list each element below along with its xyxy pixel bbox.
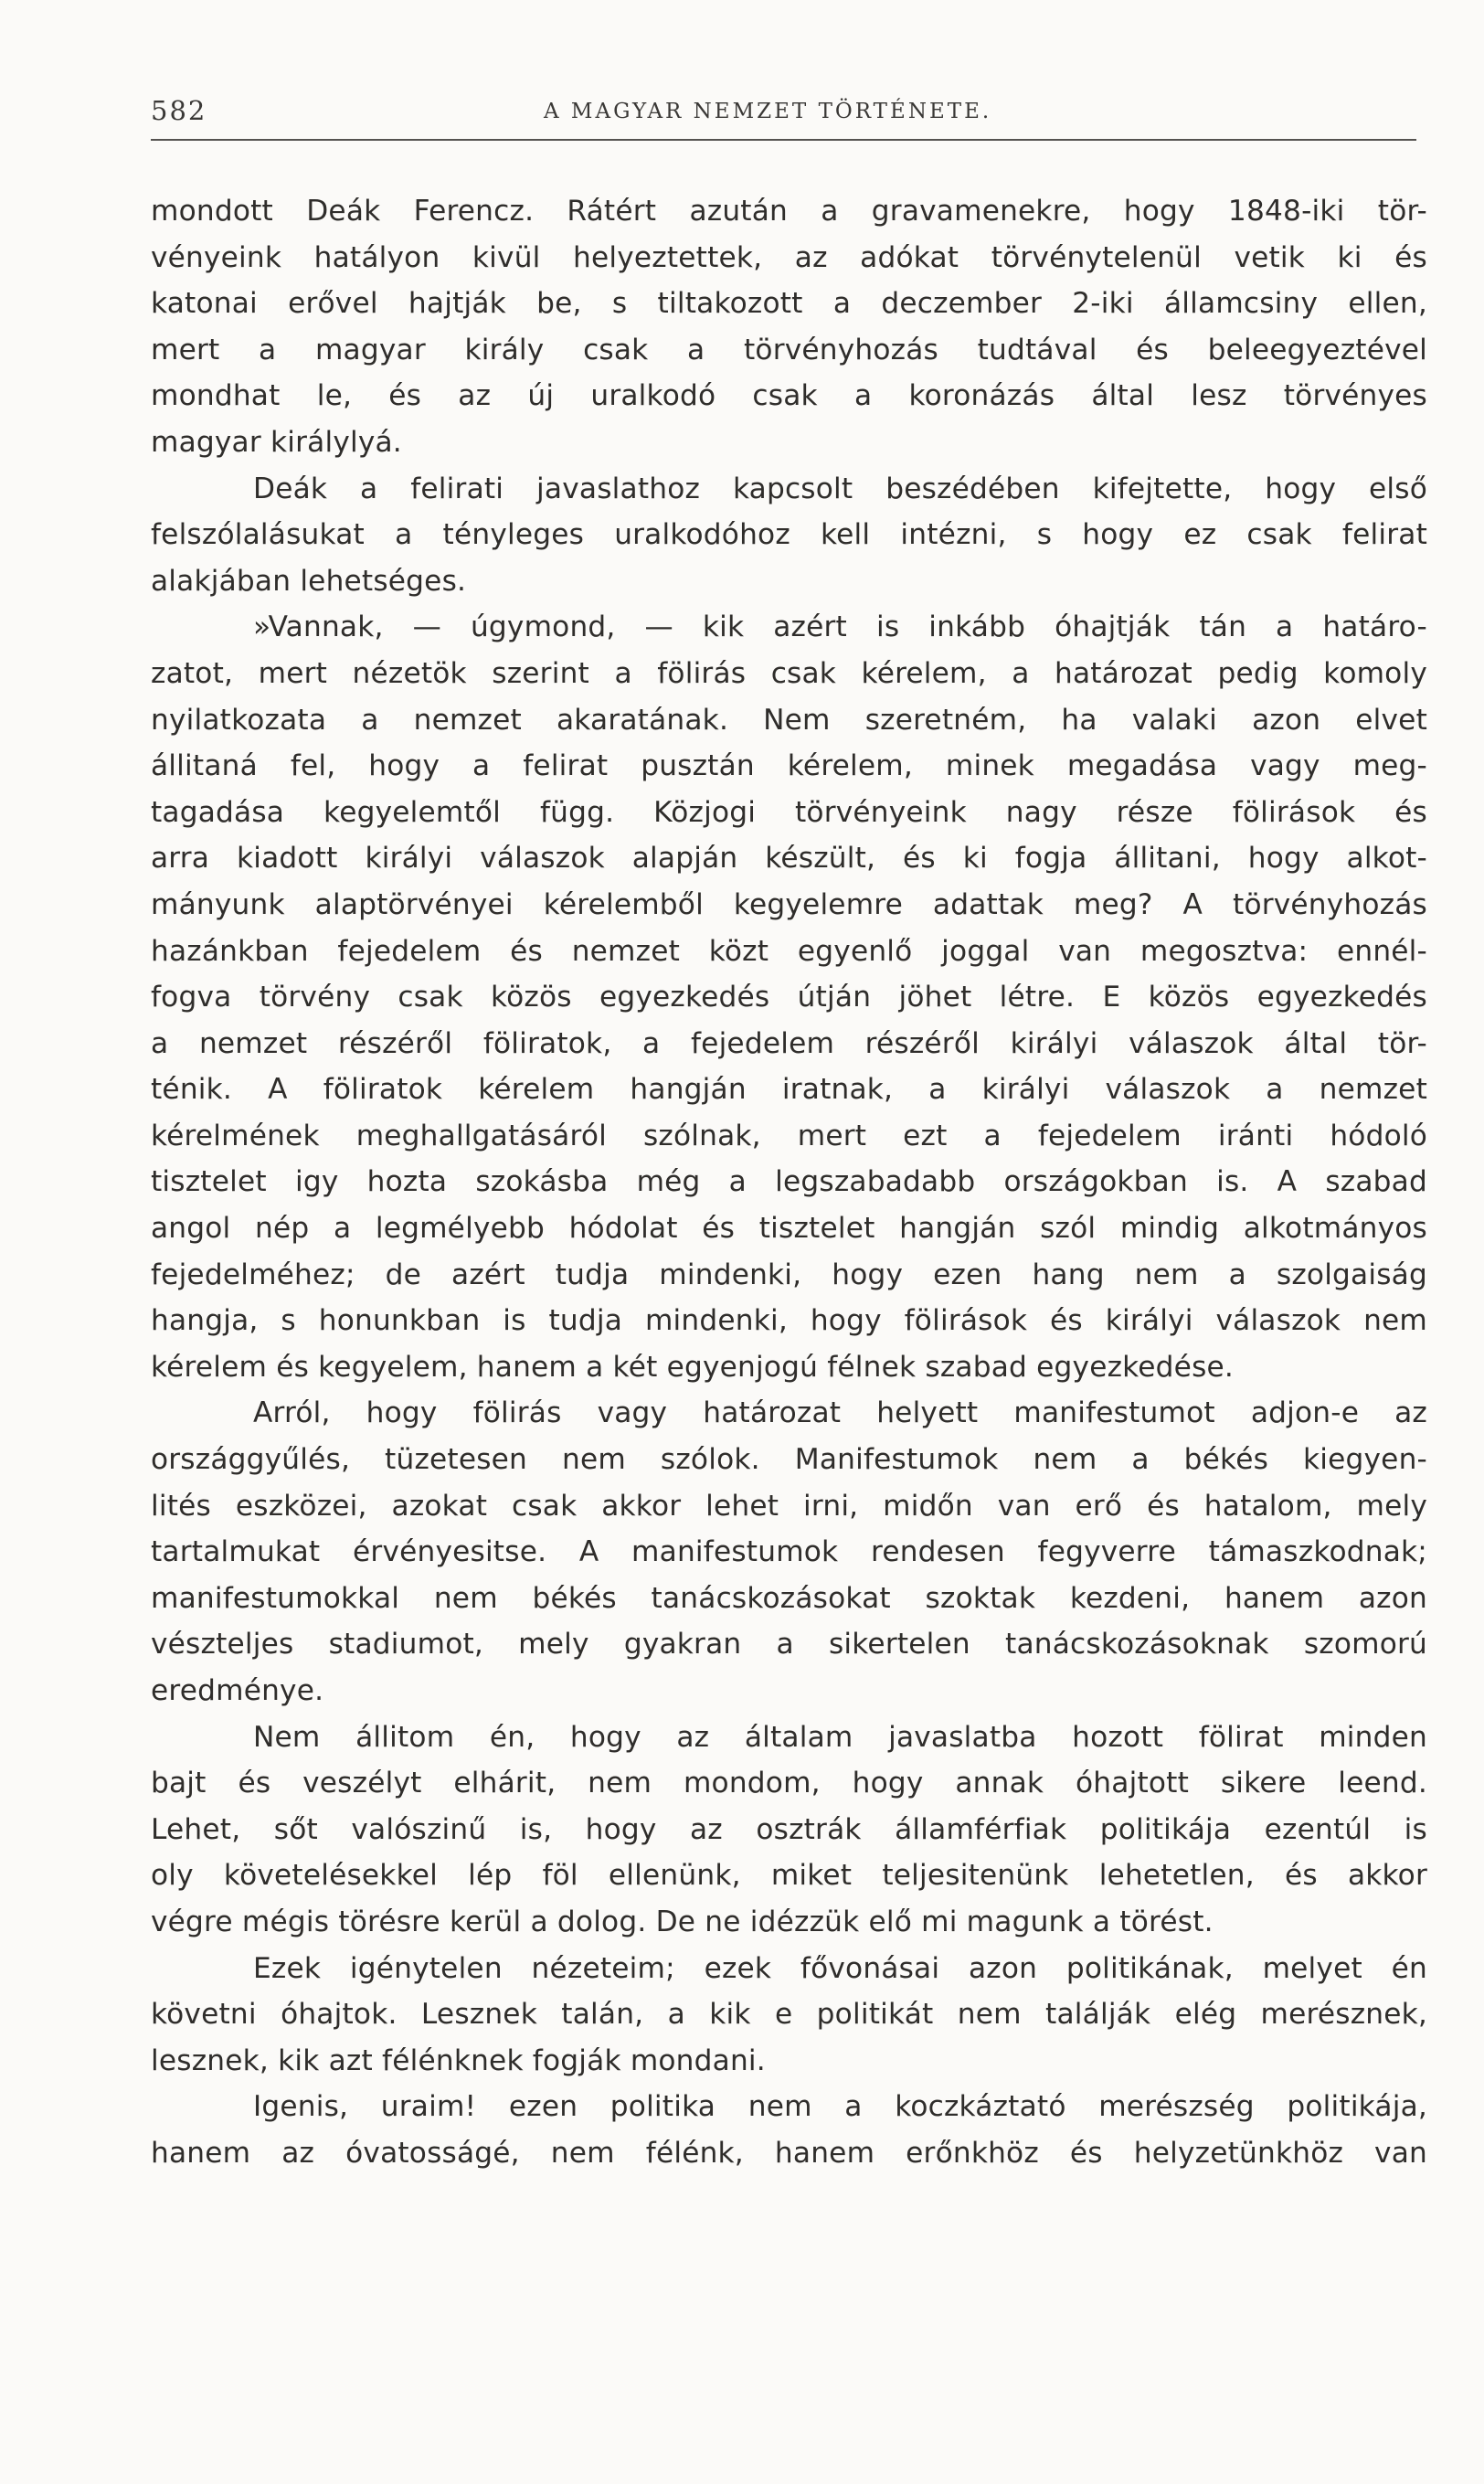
text-line: Igenis, uraim! ezen politika nem a koczkáztató merészség politikája, (253, 2090, 1427, 2124)
text-line: tisztelet igy hozta szokásba még a legszabadabb országokban is. A szabad (151, 1165, 1427, 1199)
text-line: mondott Deák Ferencz. Rátért azután a gravamenekre, hogy 1848-iki tör- (151, 195, 1427, 228)
text-line: kérelmének meghallgatásáról szólnak, mert ezt a fejedelem iránti hódoló (151, 1119, 1427, 1152)
text-line: vészteljes stadiumot, mely gyakran a sikertelen tanácskozásoknak szomorú (151, 1628, 1427, 1661)
text-line: bajt és veszélyt elhárit, nem mondom, hogy annak óhajtott sikere leend. (151, 1767, 1427, 1800)
text-line: kérelem és kegyelem, hanem a két egyenjogú félnek szabad egyezkedése. (151, 1350, 1235, 1384)
text-line: országgyűlés, tüzetesen nem szólok. Manifestumok nem a békés kiegyen- (151, 1443, 1427, 1477)
text-line: katonai erővel hajtják be, s tiltakozott a deczember 2-iki államcsiny ellen, (151, 287, 1427, 321)
text-line: ténik. A föliratok kérelem hangján iratnak, a királyi válaszok a nemzet (151, 1073, 1427, 1107)
text-line: Lehet, sőt valószinű is, hogy az osztrák államférfiak politikája ezentúl is (151, 1812, 1427, 1846)
text-line: fejedelméhez; de azért tudja mindenki, hogy ezen hang nem a szolgaiság (151, 1258, 1427, 1291)
text-line: angol nép a legmélyebb hódolat és tisztelet hangján szól mindig alkotmányos (151, 1212, 1427, 1246)
text-line: mányunk alaptörvényei kérelemből kegyelemre adattak meg? A törvényhozás (151, 887, 1427, 921)
paragraph (151, 1714, 1427, 1946)
text-line: alakjában lehetséges. (151, 564, 467, 598)
text-line: Ezek igénytelen nézeteim; ezek fővonásai azon politikának, melyet én (253, 1951, 1427, 1985)
text-line: oly követelésekkel lép föl ellenünk, miket teljesitenünk lehetetlen, és akkor (151, 1859, 1427, 1893)
text-line: tartalmukat érvényesitse. A manifestumok rendesen fegyverre támaszkodnak; (151, 1535, 1427, 1569)
text-line: nyilatkozata a nemzet akaratának. Nem szeretném, ha valaki azon elvet (151, 703, 1427, 737)
text-line: lités eszközei, azokat csak akkor lehet irni, midőn van erő és hatalom, mely (151, 1489, 1427, 1523)
text-line: Arról, hogy fölirás vagy határozat helyett manifestumot adjon-e az (253, 1396, 1427, 1430)
text-line: a nemzet részéről föliratok, a fejedelem részéről királyi válaszok által tör- (151, 1026, 1427, 1060)
text-line: mondhat le, és az új uralkodó csak a koronázás által lesz törvényes (151, 379, 1427, 413)
text-line: hanem az óvatosságé, nem félénk, hanem erőnkhöz és helyzetünkhöz van (151, 2136, 1427, 2170)
text-line: hangja, s honunkban is tudja mindenki, hogy fölirások és királyi válaszok nem (151, 1304, 1427, 1338)
text-line: magyar királylyá. (151, 425, 402, 459)
paragraph (151, 2084, 1427, 2176)
text-line: manifestumokkal nem békés tanácskozásokat szoktak kezdeni, hanem azon (151, 1581, 1427, 1615)
paragraph (151, 466, 1427, 605)
running-head (151, 91, 1416, 141)
text-line: állitaná fel, hogy a felirat pusztán kérelem, minek megadása vagy meg- (151, 749, 1427, 783)
text-line: végre mégis törésre kerül a dolog. De ne idézzük elő mi magunk a törést. (151, 1905, 1214, 1938)
text-line: fogva törvény csak közös egyezkedés útján jöhet létre. E közös egyezkedés (151, 981, 1427, 1014)
text-line: hazánkban fejedelem és nemzet közt egyenlő joggal van megosztva: ennél- (151, 934, 1427, 968)
text-line: követni óhajtok. Lesznek talán, a kik e politikát nem találják elég merésznek, (151, 1998, 1427, 2032)
page-number: 582 (151, 95, 207, 126)
body-text (151, 188, 1427, 2177)
paragraph (151, 188, 1427, 466)
paragraph (151, 1946, 1427, 2085)
paragraph (151, 604, 1427, 1390)
text-line: Nem állitom én, hogy az általam javaslatba hozott fölirat minden (253, 1720, 1427, 1754)
text-line: »Vannak, — úgymond, — kik azért is inkább óhajtják tán a határo- (253, 610, 1427, 644)
text-line: zatot, mert nézetök szerint a fölirás csak kérelem, a határozat pedig komoly (151, 656, 1427, 690)
text-line: vényeink hatályon kivül helyeztettek, az adókat törvénytelenül vetik ki és (151, 240, 1427, 274)
text-line: lesznek, kik azt félénknek fogják mondani. (151, 2043, 766, 2077)
text-line: tagadása kegyelemtől függ. Közjogi törvényeink nagy része fölirások és (151, 795, 1427, 829)
running-title: A MAGYAR NEMZET TÖRTÉNETE. (544, 100, 992, 123)
text-line: arra kiadott királyi válaszok alapján készült, és ki fogja állitani, hogy alkot- (151, 842, 1427, 876)
paragraph (151, 1390, 1427, 1714)
text-line: Deák a felirati javaslathoz kapcsolt beszédében kifejtette, hogy első (253, 472, 1427, 505)
text-line: mert a magyar király csak a törvényhozás tudtával és beleegyeztével (151, 333, 1427, 366)
text-line: felszólalásukat a tényleges uralkodóhoz kell intézni, s hogy ez csak felirat (151, 518, 1427, 552)
text-line: eredménye. (151, 1674, 324, 1707)
